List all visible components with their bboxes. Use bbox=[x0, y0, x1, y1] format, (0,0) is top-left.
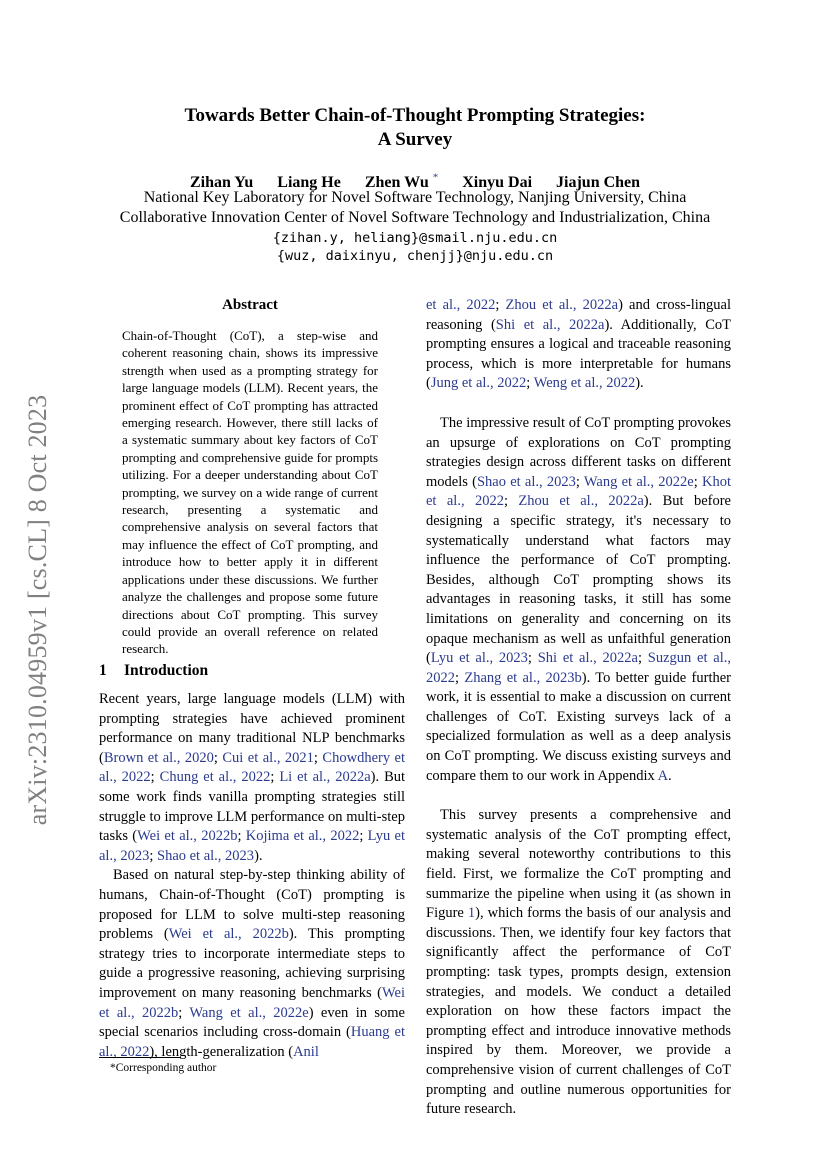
citation-link[interactable]: Chung et al., 2022 bbox=[159, 769, 271, 786]
author-name: Jiajun Chen bbox=[556, 174, 641, 192]
citation-link[interactable]: Wei et al., 2022b bbox=[137, 828, 238, 845]
paragraph: The impressive result of CoT prompting provokes an upsurge of explorations on CoT prompting strategies design across different tasks on different models (Shao et al., 2023; Wang et al., 2022e; Khot et al., 2022; Zhou et al., 2022a). But before designing a specific strategy, it's necessary to systematically understand what factors may influence the performance of CoT prompting. Besides, although CoT prompting shows its advantages in reasoning tasks, it still has some limitations on generality and concerning on its opaque mechanism as well as unfaithful generation (Lyu et al., 2023; Shi et al., 2022a; Suzgun et al., 2022; Zhang et al., 2023b). To better guide further work, it is essential to make a discussion on current challenges of CoT. Existing surveys lack of a specialized formulation as well as a deep analysis on CoT prompting. We discuss existing surveys and compare them to our work in Appendix A. bbox=[426, 414, 731, 784]
citation-link[interactable]: Cui et al., 2021 bbox=[222, 749, 314, 766]
author-name-text: Zhen Wu bbox=[364, 174, 429, 192]
author-name: Xinyu Dai bbox=[462, 174, 533, 192]
right-column bbox=[426, 296, 731, 1120]
paragraph: Based on natural step-by-step thinking ability of humans, Chain-of-Thought (CoT) prompting is proposed for LLM to solve multi-step reasoning problems (Wei et al., 2022b). This prompting strategy tries to incorporate intermediate steps to guide a progressive reasoning, achieving surprising improvement on many reasoning benchmarks (Wei et al., 2022b; Wang et al., 2022e) even in some special scenarios including cross-domain (Huang et al., 2022), length-generalization (Anil bbox=[99, 867, 406, 1060]
paper-title bbox=[100, 104, 730, 152]
email-address: {zihan.y, heliang}@smail.nju.edu.cn bbox=[272, 230, 558, 246]
citation-link[interactable]: Brown et al., 2020 bbox=[103, 749, 214, 766]
citation-link[interactable]: Zhou et al., 2022a bbox=[518, 493, 644, 510]
citation-link[interactable]: Shi et al., 2022a bbox=[537, 650, 638, 667]
citation-link[interactable]: Shao et al., 2023 bbox=[157, 847, 255, 864]
author-name: Liang He bbox=[277, 174, 341, 192]
abstract-heading: Abstract bbox=[222, 297, 278, 313]
citation-link[interactable]: Zhou et al., 2022a bbox=[505, 297, 619, 313]
affiliation: Collaborative Innovation Center of Novel Software Technology and Industrialization, China bbox=[119, 209, 711, 226]
left-column bbox=[99, 690, 405, 1062]
arxiv-stamp-text: arXiv:2310.04959v1 [cs.CL] 8 Oct 2023 bbox=[23, 394, 52, 826]
citation-link[interactable]: Lyu et al., 2023 bbox=[430, 650, 528, 667]
citation-link[interactable]: Weng et al., 2022 bbox=[533, 375, 636, 392]
author-name: Zihan Yu bbox=[189, 174, 254, 192]
citation-link[interactable]: Shi et al., 2022a bbox=[495, 316, 605, 333]
citation-link[interactable]: et al., 2022 bbox=[426, 297, 496, 313]
section-number: 1 bbox=[99, 662, 107, 679]
citation-link[interactable]: A bbox=[657, 767, 669, 784]
citation-link[interactable]: Wei et al., 2022b bbox=[168, 926, 289, 943]
citation-link[interactable]: Wang et al., 2022e bbox=[189, 1004, 309, 1021]
section-title: Introduction bbox=[124, 662, 209, 679]
citation-link[interactable]: Li et al., 2022a bbox=[279, 769, 371, 786]
paragraph: et al., 2022; Zhou et al., 2022a) and cross-lingual reasoning (Shi et al., 2022a). Additionally, CoT prompting ensures a logical and traceable reasoning process, which is more interpretable for humans (Jung et al., 2022; Weng et al., 2022). bbox=[426, 297, 732, 392]
citation-link[interactable]: Lyu et al., 2023 bbox=[99, 828, 405, 864]
citation-link[interactable]: Wang et al., 2022e bbox=[583, 473, 694, 490]
paragraph: This survey presents a comprehensive and systematic analysis of the CoT prompting effect, making several noteworthy contributions to this field. First, we formalize the CoT prompting and summarize the pipeline when using it (as shown in Figure 1), which forms the basis of our analysis and discussions. Then, we identify four key factors that significantly affect the performance of CoT prompting: task types, prompts design, extension strategies, and models. We conduct a detailed exploration on how these factors impact the prompting effect and introduce innovative methods inspired by them. Moreover, we provide a comprehensive vision of current challenges of CoT prompting and outline numerous opportunities for future research. bbox=[426, 807, 731, 1118]
corresponding-author-mark[interactable]: * bbox=[432, 172, 439, 184]
citation-link[interactable]: Wei et al., 2022b bbox=[99, 984, 405, 1021]
footnote-divider bbox=[99, 1057, 181, 1058]
arxiv-identifier-stamp bbox=[18, 375, 58, 845]
abstract-body: Chain-of-Thought (CoT), a step-wise and coherent reasoning chain, shows its impressive strength when used as a prompting strategy for large language models (LLM). Recent years, the prominent effect of CoT prompting has attracted emerging research. However, there still lacks of a systematic summary about key factors of CoT prompting and comprehensive guide for prompts utilizing. For a deeper understanding about CoT prompting, we survey on a wide range of current research, presenting a systematic and comprehensive analysis on several factors that may influence the effect of CoT prompting, and introduce how to better apply it in different applications under these discussions. We further analyze the challenges and propose some future directions about CoT prompting. This survey could provide an overall reference on related research. bbox=[122, 328, 378, 657]
paragraph: Recent years, large language models (LLM) with prompting strategies have achieved prominent performance on many traditional NLP benchmarks (Brown et al., 2020; Cui et al., 2021; Chowdhery et al., 2022; Chung et al., 2022; Li et al., 2022a). But some work finds vanilla prompting strategies still struggle to improve LLM performance on multi-step tasks (Wei et al., 2022b; Kojima et al., 2022; Lyu et al., 2023; Shao et al., 2023). bbox=[99, 691, 406, 864]
citation-link[interactable]: Kojima et al., 2022 bbox=[245, 828, 360, 845]
citation-link[interactable]: Huang et al., 2022 bbox=[99, 1024, 405, 1060]
citation-link[interactable]: Khot et al., 2022 bbox=[426, 473, 731, 510]
email-address: {wuz, daixinyu, chenjj}@nju.edu.cn bbox=[276, 248, 554, 264]
section-heading bbox=[99, 662, 399, 680]
paper-title-line-2: A Survey bbox=[377, 129, 453, 150]
citation-link[interactable]: Zhang et al., 2023b bbox=[464, 669, 582, 686]
paper-title-line-1: Towards Better Chain-of-Thought Prompting Strategies: bbox=[184, 105, 646, 126]
footnote: *Corresponding author bbox=[110, 1062, 217, 1074]
citation-link[interactable]: Shao et al., 2023 bbox=[476, 473, 576, 490]
citation-link[interactable]: Anil bbox=[293, 1043, 319, 1060]
citation-link[interactable]: 1 bbox=[467, 905, 476, 922]
citation-link[interactable]: Jung et al., 2022 bbox=[430, 375, 527, 392]
citation-link[interactable]: Chowdhery et al., 2022 bbox=[99, 749, 406, 786]
citation-link[interactable]: Suzgun et al., 2022 bbox=[426, 650, 731, 686]
affiliation: National Key Laboratory for Novel Software Technology, Nanjing University, China bbox=[143, 189, 687, 206]
